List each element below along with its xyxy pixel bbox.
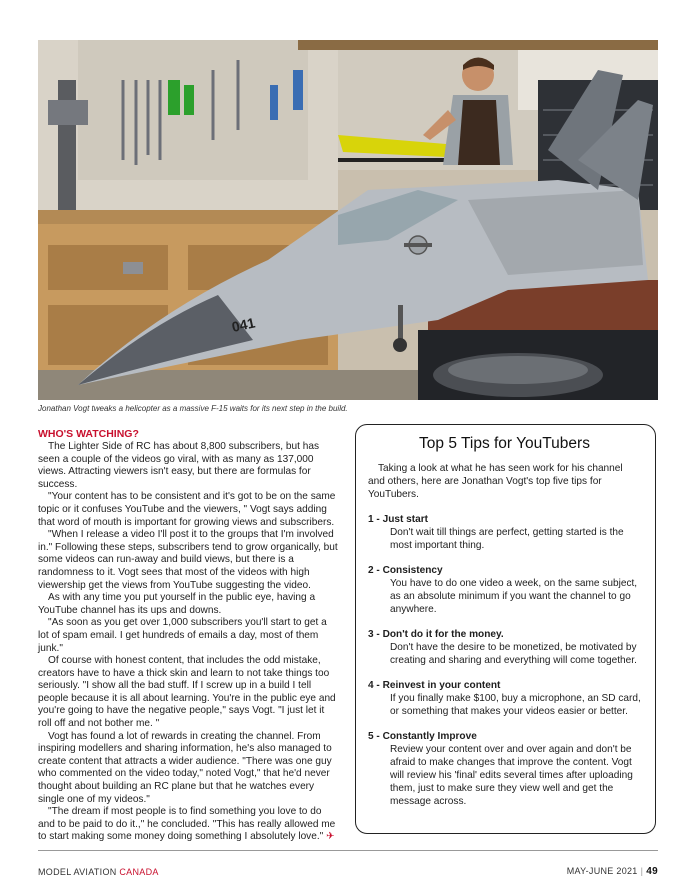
article-photo bbox=[38, 40, 658, 400]
aircraft-marking-text: 041 bbox=[230, 314, 257, 335]
article-paragraph: Vogt has found a lot of rewards in creating the channel. From inspiring modellers and sharing information, he's also managed to create content that attracts a wider audience. "There was one guy who commented on the video today," noted Vogt," that he'd never thought about building an RC plane but that he watches every single one of my videos." bbox=[38, 730, 332, 805]
tip-item bbox=[368, 628, 641, 667]
tip-text: If you finally make $100, buy a microphone, an SD card, or something that makes your videos easier or better. bbox=[390, 693, 641, 717]
article-paragraph: "When I release a video I'll post it to the groups that I'm involved in." Following these steps, subscribers tend to grow organically, but some videos can run-away and build views, but there is a randomness to it. Vogt sees that most of the videos with high viewership get the views from YouTube suggesting the video. bbox=[38, 529, 338, 591]
article-paragraph: Of course with honest content, that includes the odd mistake, creators have to have a thick skin and learn to not take things too seriously. "I show all the bad stuff. If I screw up in a build I tell people because it is all about learning. You're in the public eye and you're going to have the negative people," says Vogt. "I just let it roll off and not bother me. " bbox=[38, 655, 336, 730]
publication-name: MODEL AVIATION bbox=[38, 867, 120, 877]
tips-title: Top 5 Tips for YouTubers bbox=[419, 435, 590, 452]
issue-date: MAY-JUNE 2021 bbox=[566, 866, 638, 876]
footer-issue bbox=[567, 866, 658, 877]
tips-sidebar-box bbox=[355, 424, 656, 834]
tip-item bbox=[368, 730, 641, 808]
article-body bbox=[38, 428, 340, 844]
section-heading: WHO'S WATCHING? bbox=[38, 428, 139, 440]
tip-title: 3 - Don't do it for the money. bbox=[368, 629, 504, 640]
footer-divider bbox=[38, 850, 658, 851]
tip-text: Don't have the desire to be monetized, be motivated by creating and sharing and everything will come together. bbox=[390, 642, 637, 666]
footer-publication bbox=[38, 867, 159, 877]
article-paragraph: The Lighter Side of RC has about 8,800 subscribers, but has seen a couple of the videos go viral, with as many as 137,000 views. Attracting viewers isn't easy, but there are formulas for success. bbox=[38, 441, 320, 490]
workshop-photo-illustration bbox=[38, 40, 658, 400]
tip-item bbox=[368, 513, 641, 552]
tip-item bbox=[368, 564, 641, 616]
tip-title: 2 - Consistency bbox=[368, 565, 443, 576]
tip-text: Don't wait till things are perfect, getting started is the most important thing. bbox=[390, 527, 624, 551]
tip-text: Review your content over and over again and don't be afraid to make changes that improve the content. Vogt will review his 'final' edits several times after uploading them, just to make sure they view well and get the message across. bbox=[390, 744, 633, 807]
page-number: 49 bbox=[646, 866, 658, 877]
article-paragraph-text: "The dream if most people is to find something you love to do and to be paid to do it.," he concluded. "This has really allowed me to start making some money doing something I absolutely love." bbox=[38, 806, 336, 843]
publication-name-accent: CANADA bbox=[119, 867, 159, 877]
tip-title: 4 - Reinvest in your content bbox=[368, 680, 501, 691]
article-paragraph-last bbox=[38, 806, 340, 844]
photo-caption: Jonathan Vogt tweaks a helicopter as a massive F-15 waits for its next step in the build. bbox=[38, 404, 348, 413]
tip-title: 1 - Just start bbox=[368, 514, 429, 525]
end-mark-icon: ✈ bbox=[326, 831, 335, 843]
tip-title: 5 - Constantly Improve bbox=[368, 731, 477, 742]
tip-item bbox=[368, 679, 641, 718]
article-paragraph: "Your content has to be consistent and it's got to be on the same topic or it confuses YouTube and the viewers, " Vogt says adding that word of mouth is important for growing views and subscribers. bbox=[38, 491, 336, 528]
tip-text: You have to do one video a week, on the same subject, as an absolute minimum if you want the channel to go anywhere. bbox=[390, 578, 638, 615]
article-paragraph: "As soon as you get over 1,000 subscribers you'll start to get a lot of spam email. I get hundreds of emails a day, most of them junk." bbox=[38, 617, 327, 654]
tips-intro: Taking a look at what he has seen work for his channel and others, here are Jonathan Vogt's top five tips for YouTubers. bbox=[368, 463, 623, 500]
footer-separator: | bbox=[640, 866, 644, 876]
article-paragraph: As with any time you put yourself in the public eye, having a YouTube channel has its ups and downs. bbox=[38, 592, 316, 616]
